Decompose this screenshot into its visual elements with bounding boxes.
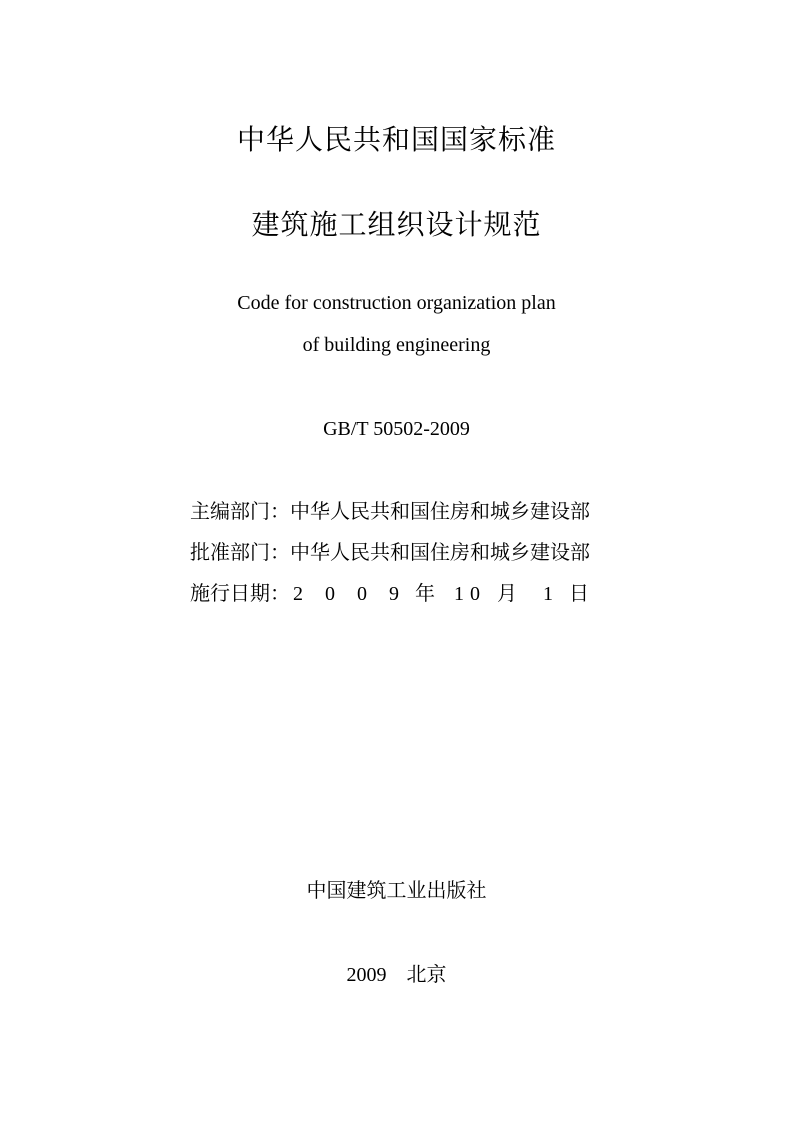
editor-label: 主编部门： [190,501,290,523]
title-english-line2: of building engineering [302,334,491,356]
date-day-number: 1 [543,583,553,605]
publisher-name: 中国建筑工业出版社 [306,880,487,902]
publication-year-city: 2009 北京 [346,964,447,986]
effective-date-label: 施行日期： [190,583,290,605]
approver-row [190,539,590,580]
editor-row [190,498,590,539]
date-day-char: 日 [569,583,589,605]
effective-date-row [190,580,590,621]
date-year-char: 年 [415,583,435,605]
editor-value: 中华人民共和国住房和城乡建设部 [290,501,590,523]
title-chinese-line2: 建筑施工组织设计规范 [251,210,542,241]
title-chinese-line1: 中华人民共和国国家标准 [236,125,556,156]
approver-value: 中华人民共和国住房和城乡建设部 [290,542,590,564]
info-block [190,498,590,621]
date-year-digit: 9 [389,583,399,605]
date-year-digit: 2 [293,583,303,605]
standard-number: GB/T 50502-2009 [323,418,470,440]
date-year-digit: 0 [357,583,367,605]
date-month-char: 月 [497,583,517,605]
date-year-digit: 0 [325,583,335,605]
date-month-number: 10 [454,583,486,605]
approver-label: 批准部门： [190,542,290,564]
title-english-line1: Code for construction organization plan [237,292,556,314]
